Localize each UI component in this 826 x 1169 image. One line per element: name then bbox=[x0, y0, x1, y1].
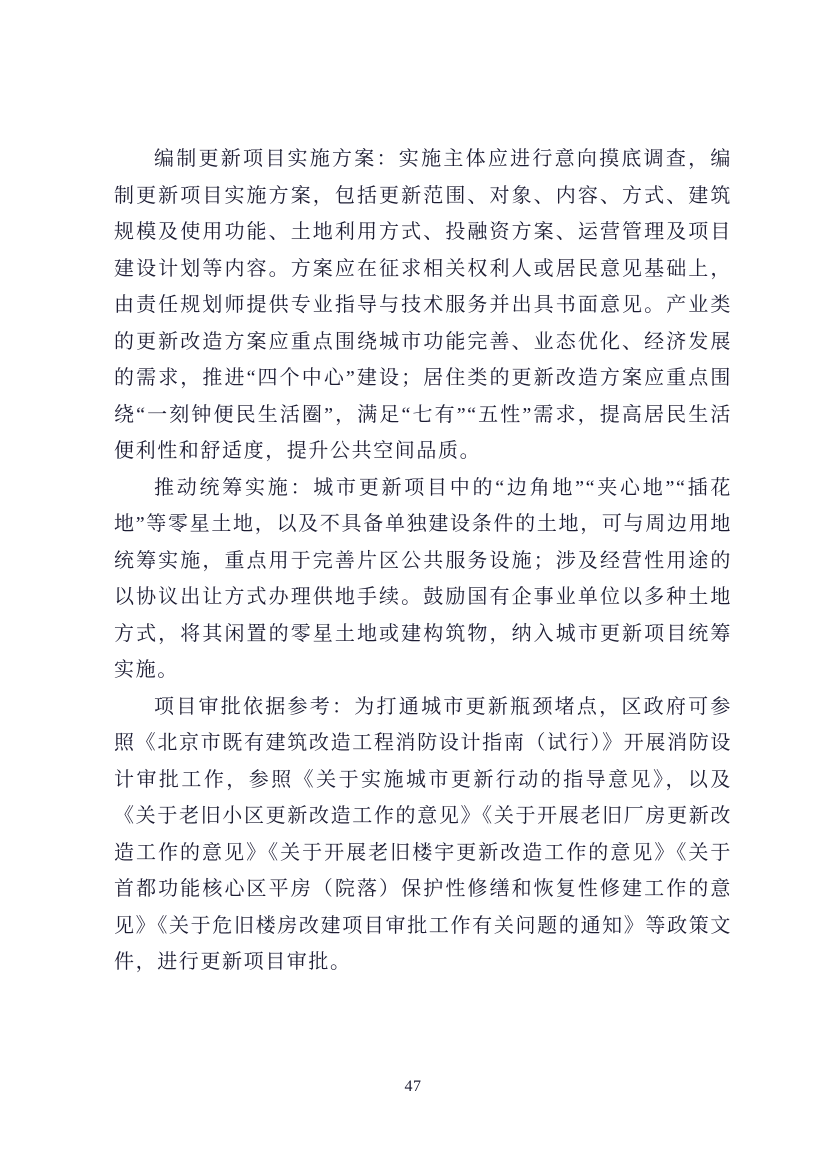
paragraph-implementation-plan: 编制更新项目实施方案：实施主体应进行意向摸底调查，编制更新项目实施方案，包括更新范围、对象、内容、方式、建筑规模及使用功能、土地利用方式、投融资方案、运营管理及项目建设计划等内容。方案应在征求相关权利人或居民意见基础上，由责任规划师提供专业指导与技术服务并出具书面意见。产业类的更新改造方案应重点围绕城市功能完善、业态优化、经济发展的需求，推进“四个中心”建设；居住类的更新改造方案应重点围绕“一刻钟便民生活圈”，满足“七有”“五性”需求，提高居民生活便利性和舒适度，提升公共空间品质。 bbox=[114, 148, 732, 462]
paragraph-approval-basis: 项目审批依据参考：为打通城市更新瓶颈堵点，区政府可参照《北京市既有建筑改造工程消防设计指南（试行）》开展消防设计审批工作，参照《关于实施城市更新行动的指导意见》，以及《关于老旧小区更新改造工作的意见》《关于开展老旧厂房更新改造工作的意见》《关于开展老旧楼宇更新改造工作的意见》《关于首都功能核心区平房（院落）保护性修缮和恢复性修建工作的意见》《关于危旧楼房改建项目审批工作有关问题的通知》等政策文件，进行更新项目审批。 bbox=[114, 695, 732, 973]
page-number: 47 bbox=[404, 1078, 422, 1095]
paragraph-coordinated-implementation: 推动统筹实施：城市更新项目中的“边角地”“夹心地”“插花地”等零星土地，以及不具备单独建设条件的土地，可与周边用地统筹实施，重点用于完善片区公共服务设施；涉及经营性用途的以协议出让方式办理供地手续。鼓励国有企事业单位以多种土地方式，将其闲置的零星土地或建构筑物，纳入城市更新项目统筹实施。 bbox=[114, 476, 732, 681]
text-block bbox=[114, 141, 732, 981]
